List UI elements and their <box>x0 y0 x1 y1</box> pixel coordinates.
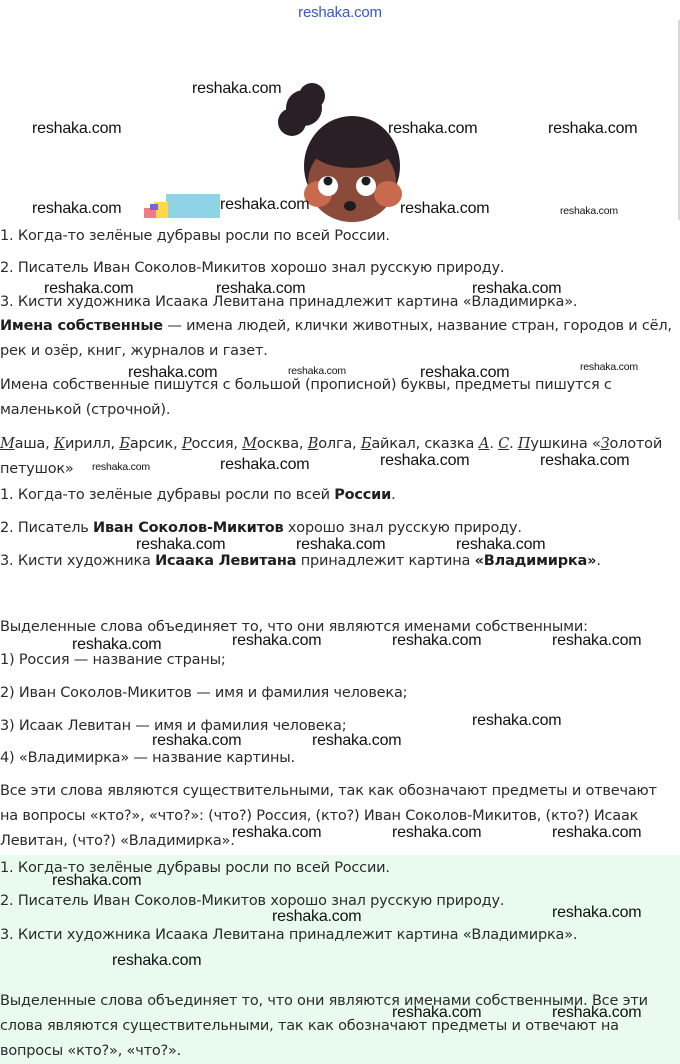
rule-term: Имена собственные <box>0 318 163 334</box>
capital-letter: З <box>600 436 610 452</box>
answer-summary: Выделенные слова объединяет то, что они являются именами собственными. Все эти слова являются существительными, так как обозначают предметы и отвечают на вопросы «кто?», «что?». <box>0 993 648 1059</box>
example-word-rest: ушкина « <box>530 436 601 452</box>
capital-letter: Б <box>119 436 130 452</box>
watermark: reshaka.com <box>472 712 562 729</box>
watermark: reshaka.com <box>388 120 478 137</box>
watermark: reshaka.com <box>32 120 122 137</box>
watermark: reshaka.com <box>472 280 562 297</box>
watermark: reshaka.com <box>136 536 226 553</box>
capital-letter: М <box>242 436 257 452</box>
rule-definition <box>0 314 674 364</box>
site-link[interactable]: reshaka.com <box>298 4 382 21</box>
example-word-rest: оссия, <box>191 436 243 452</box>
watermark: reshaka.com <box>552 824 642 841</box>
watermark: reshaka.com <box>44 280 134 297</box>
bold-sentence-3: 3. Кисти художника Исаака Левитана принадлежит картина «Владимирка». <box>0 553 601 569</box>
explanation-item: 2) Иван Соколов-Микитов — имя и фамилия человека; <box>0 685 408 701</box>
explanation-item: 3) Исаак Левитан — имя и фамилия человека; <box>0 718 347 734</box>
example-word-rest: айкал, сказка <box>371 436 479 452</box>
example-word-rest: ирилл, <box>64 436 120 452</box>
answer-line: 2. Писатель Иван Соколов-Микитов хорошо знал русскую природу. <box>0 893 505 909</box>
proper-noun: России <box>334 487 392 503</box>
watermark: reshaka.com <box>548 120 638 137</box>
capital-letter: М <box>0 436 15 452</box>
pencil-icon <box>140 190 222 224</box>
explanation-item: 4) «Владимирка» — название картины. <box>0 750 295 766</box>
example-word-rest: олотой петушок» <box>0 436 663 477</box>
bold-sentence-2: 2. Писатель Иван Соколов-Микитов хорошо знал русскую природу. <box>0 520 522 536</box>
example-word-rest: осква, <box>256 436 308 452</box>
watermark: reshaka.com <box>560 205 618 217</box>
example-word-rest: аша, <box>14 436 54 452</box>
sentence-2: 2. Писатель Иван Соколов-Микитов хорошо знал русскую природу. <box>0 260 505 276</box>
watermark: reshaka.com <box>540 452 630 469</box>
answer-line: 3. Кисти художника Исаака Левитана принадлежит картина «Владимирка». <box>0 927 578 943</box>
watermark: reshaka.com <box>216 280 306 297</box>
watermark: reshaka.com <box>580 361 638 373</box>
watermark: reshaka.com <box>312 732 402 749</box>
watermark: reshaka.com <box>392 632 482 649</box>
example-word-rest: . <box>489 436 499 452</box>
capital-letter: Б <box>360 436 372 452</box>
example-word-rest: олга, <box>318 436 361 452</box>
watermark: reshaka.com <box>420 364 510 381</box>
explanation-intro: Выделенные слова объединяет то, что они являются именами собственными: <box>0 619 588 635</box>
watermark: reshaka.com <box>296 536 386 553</box>
proper-noun: Иван Соколов-Микитов <box>93 520 284 536</box>
watermark: reshaka.com <box>272 908 362 925</box>
watermark: reshaka.com <box>552 1004 642 1021</box>
example-word-rest: . <box>509 436 518 452</box>
example-word-rest: арсик, <box>129 436 182 452</box>
watermark: reshaka.com <box>232 824 322 841</box>
watermark: reshaka.com <box>52 872 142 889</box>
proper-noun: «Владимирка» <box>474 553 597 569</box>
watermark: reshaka.com <box>392 1004 482 1021</box>
watermark: reshaka.com <box>220 456 310 473</box>
watermark: reshaka.com <box>232 632 322 649</box>
watermark: reshaka.com <box>192 80 282 97</box>
watermark: reshaka.com <box>288 365 346 377</box>
watermark: reshaka.com <box>128 364 218 381</box>
capital-letter: Р <box>181 436 192 452</box>
explanation-nouns: Все эти слова являются существительными, так как обозначают предметы и отвечают на вопросы «кто?», «что?»: (что?) Россия, (кто?) Иван Соколов-Микитов, (кто?) Исаак Левитан, (что?) «Владимирка». <box>0 783 657 849</box>
watermark: reshaka.com <box>152 732 242 749</box>
watermark: reshaka.com <box>112 952 202 969</box>
capital-letter: С <box>498 436 510 452</box>
watermark: reshaka.com <box>552 632 642 649</box>
answer-line: 1. Когда-то зелёные дубравы росли по всей России. <box>0 860 390 876</box>
watermark: reshaka.com <box>552 904 642 921</box>
watermark: reshaka.com <box>392 824 482 841</box>
capital-letter: К <box>53 436 65 452</box>
capital-letter: П <box>517 436 531 452</box>
capital-letter: В <box>307 436 319 452</box>
watermark: reshaka.com <box>72 636 162 653</box>
rule-text: — имена людей, клички животных, название стран, городов и сёл, рек и озёр, книг, журналов и газет. <box>0 318 672 359</box>
watermark: reshaka.com <box>220 196 310 213</box>
watermark: reshaka.com <box>32 200 122 217</box>
sentence-3: 3. Кисти художника Исаака Левитана принадлежит картина «Владимирка». <box>0 294 578 310</box>
watermark: reshaka.com <box>380 452 470 469</box>
proper-noun: Исаака Левитана <box>155 553 297 569</box>
capital-letter: А <box>478 436 490 452</box>
explanation-item: 1) Россия — название страны; <box>0 652 226 668</box>
watermark: reshaka.com <box>400 200 490 217</box>
watermark: reshaka.com <box>92 461 150 473</box>
rule-usage: Имена собственные пишутся с большой (прописной) буквы, предметы пишутся с маленькой (строчной). <box>0 377 612 418</box>
sentence-1: 1. Когда-то зелёные дубравы росли по всей России. <box>0 228 390 244</box>
bold-sentence-1: 1. Когда-то зелёные дубравы росли по всей России. <box>0 487 396 503</box>
watermark: reshaka.com <box>456 536 546 553</box>
